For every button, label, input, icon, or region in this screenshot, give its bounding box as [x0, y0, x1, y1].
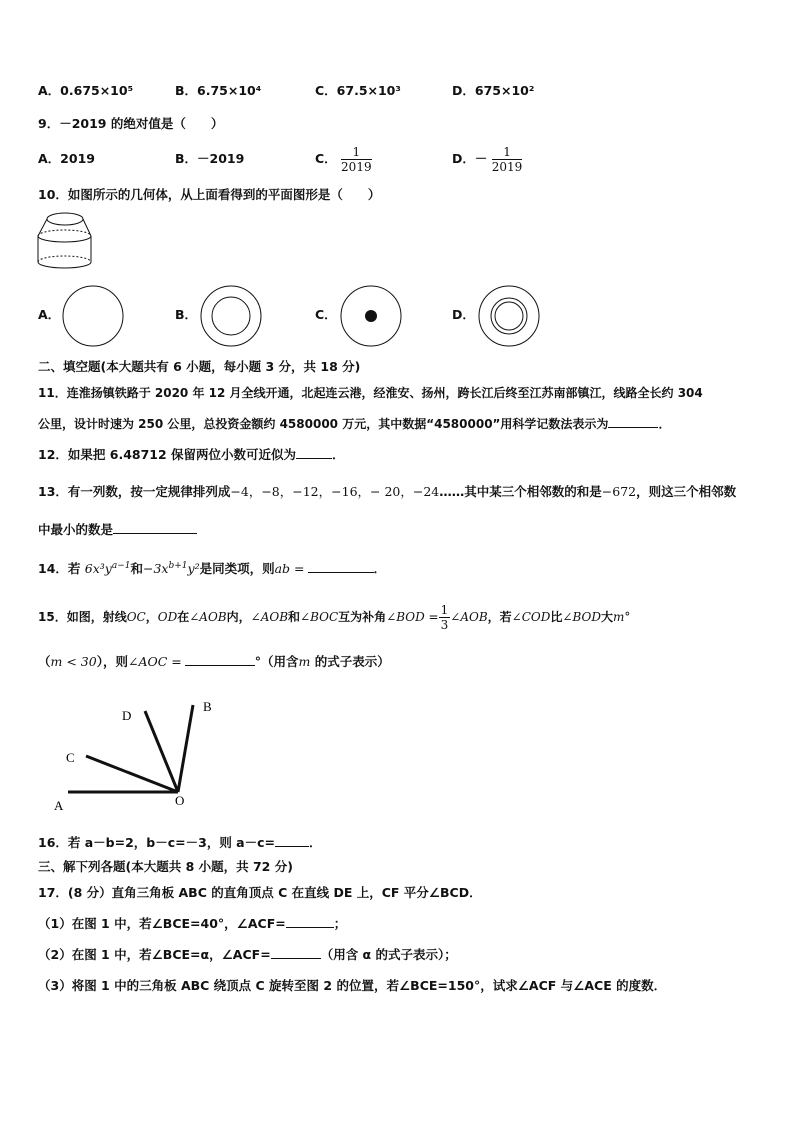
q12-answer-blank: [296, 446, 332, 459]
q15-and: 和: [288, 610, 301, 624]
q14-term2-base: −3x: [143, 561, 169, 577]
q9-c-numerator: 1: [341, 145, 372, 160]
q15-aoc: ∠AOC =: [127, 654, 182, 669]
q12: [38, 446, 345, 464]
q14-end: ．: [373, 561, 387, 577]
q11-line1: 11．连淮扬镇铁路于 2020 年 12 月全线开通，北起连云港，经淮安、扬州，跨长江后终至江苏南部镇江，线路全长约 304: [38, 386, 703, 400]
q14-term2-y: y²: [187, 561, 200, 577]
q13-sequence: −4，−8，−12，−16，− 20，−24: [230, 484, 440, 499]
q13-line2: [38, 521, 197, 539]
q15-angle-figure: [50, 695, 230, 815]
q13-answer-blank: [113, 521, 197, 534]
q14-pre: 14．若: [38, 561, 81, 577]
q10-option-d-circles: [478, 285, 540, 347]
q13-line2-text: 中最小的数是: [38, 522, 114, 537]
q15-bod: ∠BOD =: [386, 610, 439, 624]
q15-oc: OC: [126, 610, 146, 624]
q14-mid: 和: [130, 561, 143, 577]
q16-end: ．: [309, 835, 322, 850]
q15-da: 大: [600, 610, 613, 624]
q13-pre: 13．有一列数，按一定规律排列成: [38, 484, 231, 499]
q17-part2: [38, 946, 457, 964]
q17-part3: （3）将图 1 中的三角板 ABC 绕顶点 C 旋转至图 2 的位置，若∠BCE=150°，试求∠ACF 与∠ACE 的度数．: [38, 978, 667, 993]
q15-then: ），则: [96, 654, 128, 669]
q15-bod2: ∠BOD: [562, 610, 601, 624]
q9-option-a: A．2019: [38, 151, 95, 166]
q11-line2: [38, 415, 670, 433]
section-2-heading: 二、填空题(本大题共有 6 小题，每小题 3 分，共 18 分): [38, 359, 361, 374]
q9-option-d: [452, 140, 522, 178]
q15-pre: 15．如图，射线: [38, 610, 127, 624]
q9-option-c: [315, 140, 372, 178]
q10-option-b-circles: [200, 285, 262, 347]
q17-part2-blank: [271, 946, 321, 959]
q8-option-a: A．0.675×10⁵: [38, 83, 134, 98]
q9-c-denominator: 2019: [341, 160, 372, 174]
q12-text: 12．如果把 6.48712 保留两位小数可近似为: [38, 447, 297, 462]
point-d-label: D: [122, 708, 132, 723]
q14-post: 是同类项，则: [199, 561, 275, 577]
q8-option-d: D．675×10²: [452, 83, 535, 98]
point-b-label: B: [203, 699, 212, 714]
q17-part2-end: （用含 α 的式子表示）；: [320, 947, 457, 962]
q15-if: ，若: [487, 610, 512, 624]
q15-aob3: ∠AOB: [450, 610, 488, 624]
q17-part1-blank: [286, 915, 334, 928]
q9-option-d-label: D．－: [452, 151, 488, 166]
q15-aob: ∠AOB: [189, 610, 227, 624]
q13-mid: ……其中某三个相邻数的和是: [439, 484, 602, 499]
q10-option-a: A．: [38, 307, 61, 322]
q15-m: m°: [612, 610, 631, 624]
q15-line1: [38, 600, 630, 634]
q11-line2-text: 公里，设计时速为 250 公里，总投资金额约 4580000 万元，其中数据“4580000”用科学记数法表示为: [38, 417, 609, 431]
section-3-heading: 三、解下列各题(本大题共 8 小题，共 72 分): [38, 859, 293, 874]
q9-option-b: B．－2019: [175, 151, 245, 166]
q11-end: ．: [658, 417, 671, 431]
q13-post: ，则这三个相邻数: [636, 484, 737, 499]
q16-answer-blank: [275, 834, 309, 847]
q8-option-c: C．67.5×10³: [315, 83, 401, 98]
q11-answer-blank: [608, 415, 658, 428]
q15-bi: 比: [550, 610, 563, 624]
q15-cod: ∠COD: [511, 610, 551, 624]
q8-option-b: B．6.75×10⁴: [175, 83, 262, 98]
q17-part1: [38, 915, 346, 933]
q17-part1-end: ；: [333, 916, 347, 931]
q14-term2-exp: b+1: [168, 561, 188, 571]
point-a-label: A: [54, 798, 64, 813]
q12-end: ．: [332, 447, 345, 462]
q9-d-numerator: 1: [492, 145, 523, 160]
q16: [38, 834, 322, 852]
q16-text: 16．若 a－b=2，b－c=－3，则 a－c=: [38, 835, 275, 850]
q15-paren-open: （: [38, 654, 51, 669]
q14-ab: ab =: [274, 561, 305, 577]
q15-frac-num: 1: [440, 603, 449, 617]
q14-term1-base: 6x³y: [84, 561, 112, 577]
q15-deg: °（用含: [254, 654, 299, 669]
q13-sum: −672: [601, 484, 637, 499]
q13-line1: [38, 483, 736, 501]
q15-line2: [38, 653, 390, 671]
q9-option-c-fraction: [341, 145, 372, 174]
q17-part1-text: （1）在图 1 中，若∠BCE=40°，∠ACF=: [38, 916, 286, 931]
q17-stem: 17．(8 分）直角三角板 ABC 的直角顶点 C 在直线 DE 上，CF 平分∠BCD．: [38, 885, 482, 900]
q14-term2: [143, 561, 200, 576]
q14-term1-exp: a−1: [111, 561, 131, 571]
q15-frac-den: 3: [440, 618, 449, 632]
q10-solid-figure: [34, 210, 96, 272]
point-o-label: O: [175, 793, 185, 808]
q15-condition: m < 30: [50, 654, 97, 669]
q17-part2-text: （2）在图 1 中，若∠BCE=α，∠ACF=: [38, 947, 271, 962]
q15-in2: 内，: [226, 610, 251, 624]
q15-boc: ∠BOC: [300, 610, 339, 624]
point-c-label: C: [66, 750, 75, 765]
q15-m2: m: [298, 654, 311, 669]
q10-option-d: D．: [452, 307, 475, 322]
q14: [38, 557, 386, 578]
q9-stem: 9．－2019 的绝对值是（ ）: [38, 116, 224, 131]
q15-od: OD: [157, 610, 178, 624]
q10-option-b: B．: [175, 307, 198, 322]
q10-option-c: C．: [315, 307, 337, 322]
q10-option-a-circle: [62, 285, 124, 347]
q15-tail: 的式子表示）: [314, 654, 390, 669]
q15-supp: 互为补角: [338, 610, 387, 624]
q15-answer-blank: [185, 653, 255, 666]
q15-fraction: [439, 603, 451, 632]
q15-aob2: ∠AOB: [250, 610, 289, 624]
q15-sep1: ，: [145, 610, 158, 624]
q14-answer-blank: [308, 560, 374, 573]
q9-d-denominator: 2019: [491, 160, 523, 174]
q10-stem: 10．如图所示的几何体，从上面看得到的平面图形是（ ）: [38, 187, 381, 202]
q9-option-c-label: C．: [315, 151, 337, 166]
q10-option-c-circle-dot: [340, 285, 402, 347]
q9-option-d-fraction: [492, 145, 523, 174]
q14-term1: [85, 561, 131, 576]
q15-in: 在: [177, 610, 190, 624]
